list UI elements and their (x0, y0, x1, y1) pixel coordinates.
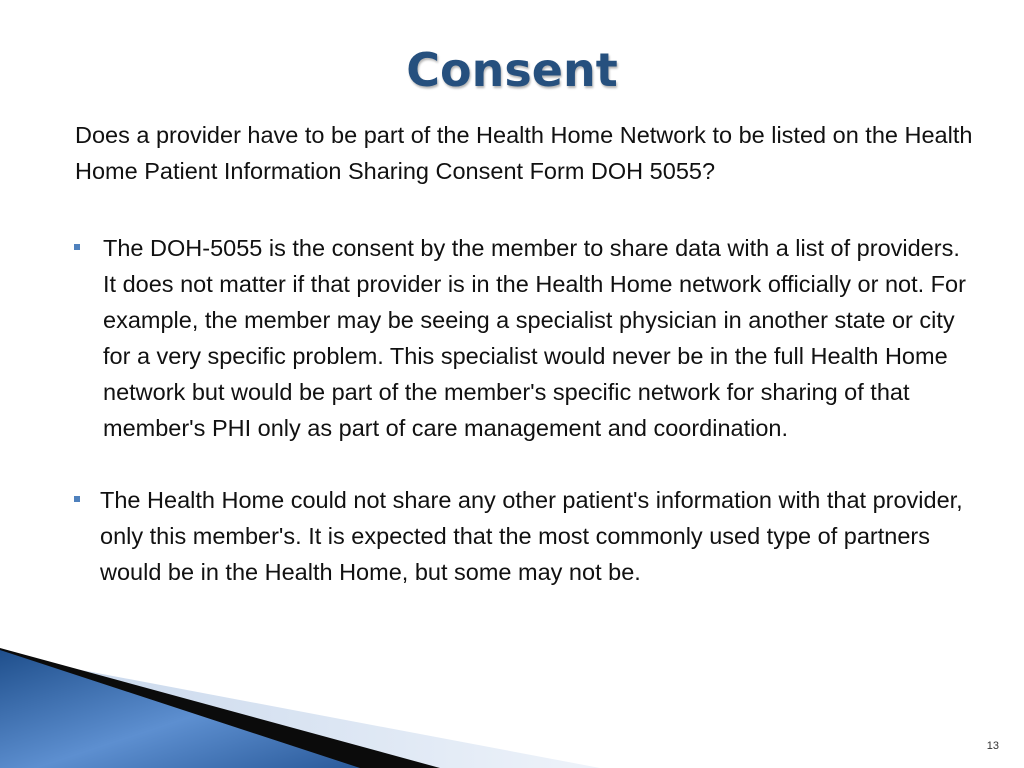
bullet-text: The Health Home could not share any other patient's information with that provider, only this member's. It is expected that the most commonly used type of partners would be in the Health Home, but some may not be. (100, 487, 963, 585)
square-bullet-icon (74, 496, 80, 502)
bullet-item (72, 230, 972, 446)
bullet-text: The DOH-5055 is the consent by the member to share data with a list of providers. It does not matter if that provider is in the Health Home network officially or not. For example, the member may be seeing a specialist physician in another state or city for a very specific problem. This specialist would never be in the full Health Home network but would be part of the member's specific network for sharing of that member's PHI only as part of care management and coordination. (103, 235, 966, 441)
square-bullet-icon (74, 244, 80, 250)
bullet-list (72, 230, 972, 590)
intro-question: Does a provider have to be part of the Health Home Network to be listed on the Health Home Patient Information Sharing Consent Form DOH 5055? (75, 122, 973, 184)
bullet-item (72, 482, 972, 590)
page-number: 13 (986, 740, 999, 752)
slide-title: Consent (406, 43, 618, 97)
